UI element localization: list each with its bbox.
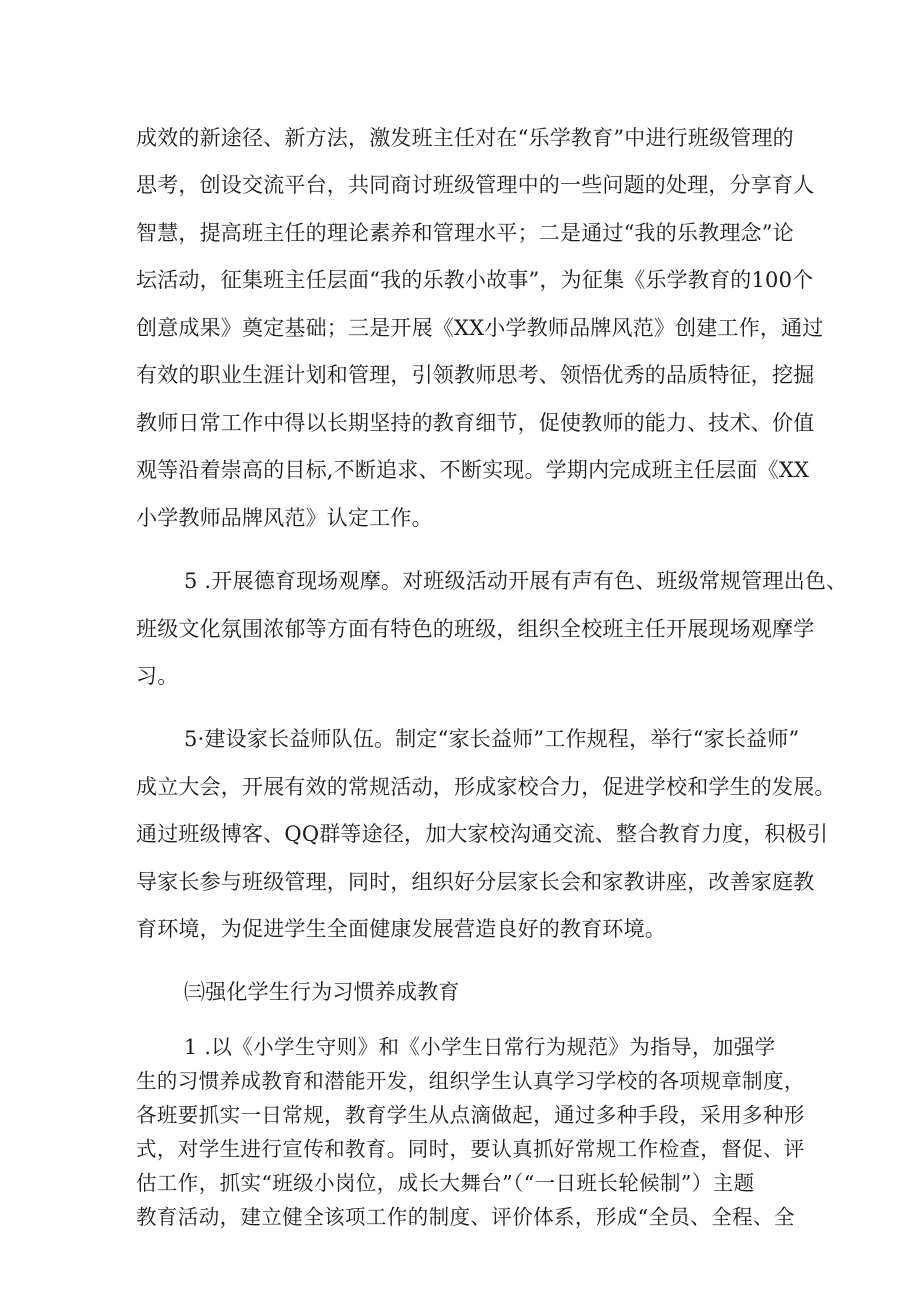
- paragraph-line: 智慧，提高班主任的理论素养和管理水平；二是通过“我的乐教理念”论: [136, 221, 794, 245]
- paragraph-line: 导家长参与班级管理，同时，组织好分层家长会和家教讲座，改善家庭教: [136, 870, 815, 894]
- paragraph-line: 1 .以《小学生守则》和《小学生日常行为规范》为指导，加强学: [184, 1035, 776, 1059]
- paragraph-line: 通过班级博客、QQ群等途径，加大家校沟通交流、整合教育力度，积极引: [136, 822, 829, 846]
- paragraph-line: 估工作，抓实“班级小岗位，成长大舞台”（“一日班长轮候制”）主题: [136, 1171, 755, 1195]
- paragraph-line: 成立大会，开展有效的常规活动，形成家校合力，促进学校和学生的发展。: [136, 775, 836, 799]
- section-heading: ㈢强化学生行为习惯养成教育: [184, 980, 460, 1004]
- paragraph-line: 成效的新途径、新方法，激发班主任对在“乐学教育”中进行班级管理的: [136, 126, 794, 150]
- paragraph-line: 生的习惯养成教育和潜能开发，组织学生认真学习学校的各项规章制度，: [136, 1069, 805, 1093]
- paragraph-line: 有效的职业生涯计划和管理，引领教师思考、领悟优秀的品质特征，挖掘: [136, 363, 815, 387]
- paragraph-line: 习。: [136, 664, 179, 688]
- paragraph-line: 5 .开展德育现场观摩。对班级活动开展有声有色、班级常规管理出色、: [184, 569, 848, 593]
- paragraph-line: 教师日常工作中得以长期坚持的教育细节，促使教师的能力、技术、价值: [136, 411, 815, 435]
- paragraph-line: 坛活动，征集班主任层面“我的乐教小故事”，为征集《乐学教育的100个: [136, 268, 814, 292]
- paragraph-line: 式，对学生进行宣传和教育。同时，要认真抓好常规工作检查，督促、评: [136, 1137, 805, 1161]
- paragraph-line: 5·建设家长益师队伍。制定“家长益师”工作规程，举行“家长益师”: [184, 727, 800, 751]
- paragraph-line: 观等沿着崇高的目标,不断追求、不断实现。学期内完成班主任层面《XX: [136, 458, 810, 482]
- paragraph-line: 各班要抓实一日常规，教育学生从点滴做起，通过多种手段，采用多种形: [136, 1103, 805, 1127]
- paragraph-line: 育环境，为促进学生全面健康发展营造良好的教育环境。: [136, 917, 666, 941]
- paragraph-line: 思考，创设交流平台，共同商讨班级管理中的一些问题的处理，分享育人: [136, 173, 815, 197]
- paragraph-line: 班级文化氛围浓郁等方面有特色的班级，组织全校班主任开展现场观摩学: [136, 617, 815, 641]
- paragraph-line: 教育活动，建立健全该项工作的制度、评价体系，形成“全员、全程、全: [136, 1205, 795, 1229]
- paragraph-line: 创意成果》奠定基础；三是开展《XX小学教师品牌风范》创建工作，通过: [136, 316, 824, 340]
- paragraph-line: 小学教师品牌风范》认定工作。: [136, 506, 433, 530]
